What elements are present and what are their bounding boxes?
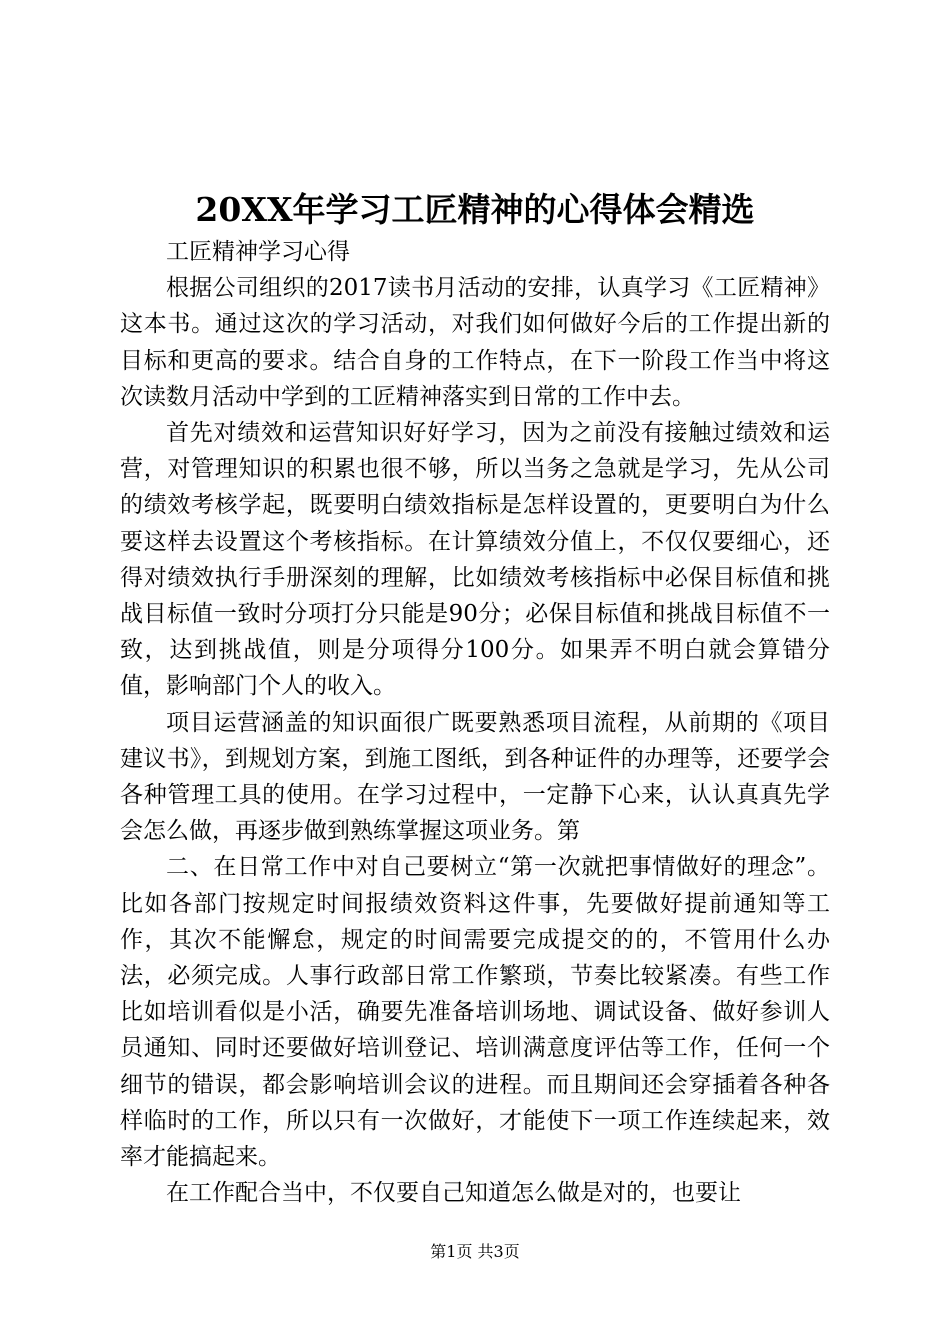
paragraph: 项目运营涵盖的知识面很广既要熟悉项目流程，从前期的《项目建议书》，到规划方案，到施工图纸，到各种证件的办理等，还要学会各种管理工具的使用。在学习过程中，一定静下心来，认认真真先学会怎么做，再逐步做到熟练掌握这项业务。第 (120, 709, 830, 845)
paragraph: 根据公司组织的2017读书月活动的安排，认真学习《工匠精神》这本书。通过这次的学习活动，对我们如何做好今后的工作提出新的目标和更高的要求。结合自身的工作特点，在下一阶段工作当中将这次读数月活动中学到的工匠精神落实到日常的工作中去。 (120, 275, 830, 410)
paragraph: 在工作配合当中，不仅要自己知道怎么做是对的，也要让 (166, 1180, 741, 1207)
document-title: 20XX年学习工匠精神的心得体会精选 (195, 190, 755, 229)
paragraph: 首先对绩效和运营知识好好学习，因为之前没有接触过绩效和运营，对管理知识的积累也很不够，所以当务之急就是学习，先从公司的绩效考核学起，既要明白绩效指标是怎样设置的，更要明白为什么要这样去设置这个考核指标。在计算绩效分值上，不仅仅要细心，还得对绩效执行手册深刻的理解，比如绩效考核指标中必保目标值和挑战目标值一致时分项打分只能是90分；必保目标值和挑战目标值不一致，达到挑战值，则是分项得分100分。如果弄不明白就会算错分值，影响部门个人的收入。 (120, 420, 830, 700)
document-body (120, 234, 830, 1211)
paragraph-subtitle: 工匠精神学习心得 (166, 239, 350, 265)
paragraph: 二、在日常工作中对自己要树立“第一次就把事情做好的理念”。比如各部门按规定时间报绩效资料这件事，先要做好提前通知等工作，其次不能懈怠，规定的时间需要完成提交的的，不管用什么办法，必须完成。人事行政部日常工作繁琐，节奏比较紧凑。有些工作比如培训看似是小活，确要先准备培训场地、调试设备、做好参训人员通知、同时还要做好培训登记、培训满意度评估等工作，任何一个细节的错误，都会影响培训会议的进程。而且期间还会穿插着各种各样临时的工作，所以只有一次做好，才能使下一项工作连续起来，效率才能搞起来。 (120, 854, 830, 1171)
page-number-footer: 第1页 共3页 (430, 1242, 520, 1261)
